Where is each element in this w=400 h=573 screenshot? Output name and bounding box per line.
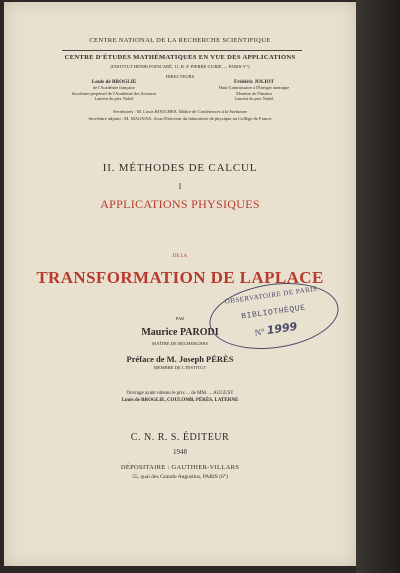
stamp-handwritten-number: 1999 <box>265 319 299 338</box>
assistant-secretary-line: Secrétaire adjoint : M. MAGNAN, Sous-Directeur du laboratoire de physique au Collège de France <box>88 116 272 121</box>
director-left-line: Lauréat du prix Nobel <box>94 96 134 102</box>
depositaire: DÉPOSITAIRE : GAUTHIER-VILLARS <box>120 464 240 471</box>
background-edge <box>356 0 400 573</box>
prize-line-1: Ouvrage ayant obtenu le prix ... de MM. ... AUGUST <box>126 391 234 396</box>
director-right-line: Lauréat du prix Nobel <box>234 96 274 102</box>
title-line-1: APPLICATIONS PHYSIQUES <box>100 197 260 211</box>
publisher: C. N. R. S. ÉDITEUR <box>130 432 230 443</box>
director-left <box>54 80 174 102</box>
centre-name: CENTRE D'ÉTUDES MATHÉMATIQUES EN VUE DES APPLICATIONS <box>64 54 296 61</box>
director-right-line: Haut-Commissaire à l'Énergie atomique <box>218 85 290 91</box>
stamp-number-prefix: N° <box>253 326 266 338</box>
author-name: Maurice PARODI <box>141 327 219 338</box>
director-left-line: Secrétaire perpétuel de l'Académie des Sciences <box>71 90 157 96</box>
prize-line-2: Louis de BROGLIE, COULOMB, PÉRÈS, LATERNE <box>121 398 239 403</box>
director-right-name: Frédéric JOLIOT <box>234 79 274 85</box>
director-right-line: Membre de l'Institut <box>236 90 272 96</box>
stamp-top-text: OBSERVATOIRE DE PARIS <box>224 284 318 306</box>
depositaire-address: 55, quai des Grands-Augustins, PARIS (6°) <box>132 474 228 480</box>
publication-year: 1948 <box>173 448 187 456</box>
secretary-line: Secrétaires : M. Louis ROUGHES, Maître de Conférences à la Sorbonne <box>113 109 247 114</box>
preface-role: MEMBRE DE L'INSTITUT <box>153 365 207 370</box>
stamp-middle-text: BIBLIOTHÈQUE <box>240 303 307 322</box>
institution-name: CENTRE NATIONAL DE LA RECHERCHE SCIENTIFIQUE <box>89 37 271 44</box>
book-title-page <box>4 2 356 566</box>
author-role: MAÎTRE DE RECHERCHES <box>152 341 208 346</box>
director-left-line: de l'Académie française <box>93 85 135 91</box>
volume-number: I <box>178 182 182 191</box>
title-connector: DE LA <box>172 254 188 259</box>
par-label: PAR <box>175 316 185 321</box>
series-title: II. MÉTHODES DE CALCUL <box>102 162 258 174</box>
director-right <box>194 80 314 102</box>
directors-label: DIRECTEURS <box>165 74 195 79</box>
preface-line: Préface de M. Joseph PÉRÈS <box>126 354 234 364</box>
director-left-name: Louis de BROGLIE <box>91 79 137 85</box>
main-title: TRANSFORMATION DE LAPLACE <box>36 268 324 287</box>
centre-address: (INSTITUT HENRI POINCARÉ, 11, R. P. PIERRE-CURIE — PARIS-V°) <box>110 64 250 69</box>
header-rule <box>62 50 302 51</box>
